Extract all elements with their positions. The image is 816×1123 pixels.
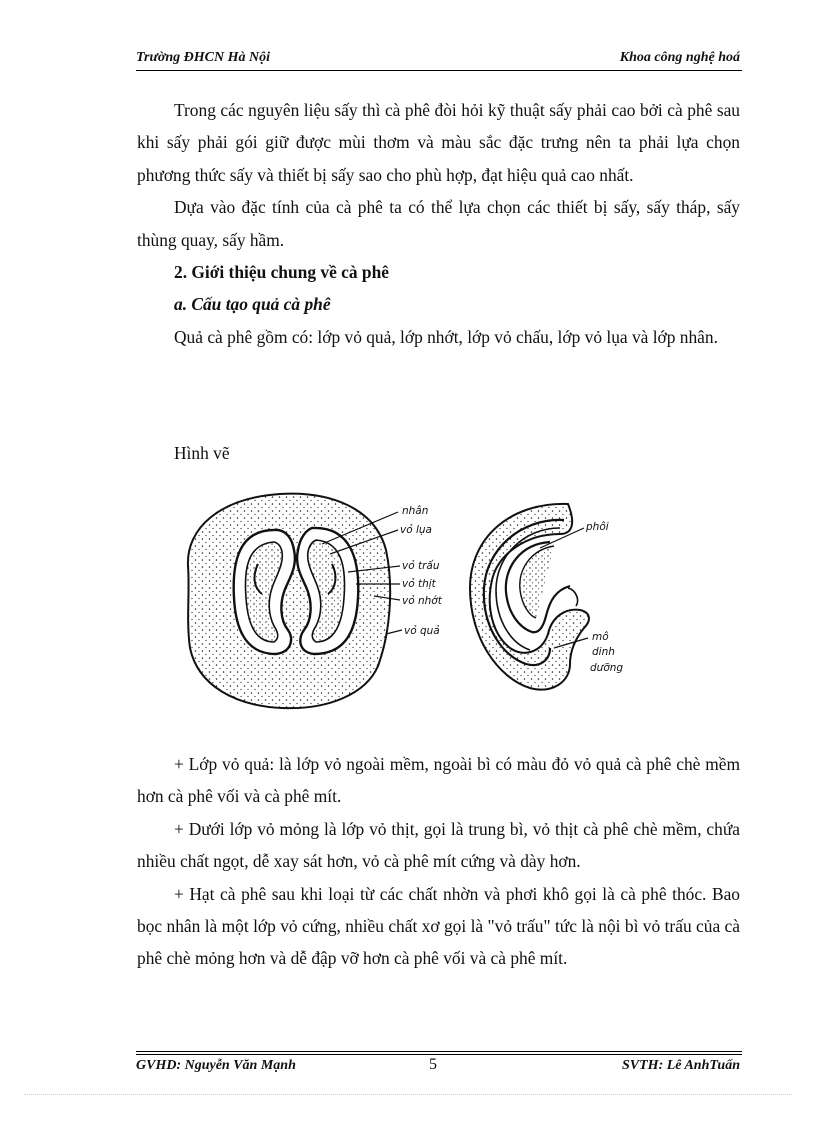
header-faculty: Khoa công nghệ hoá (619, 50, 740, 65)
bullet-pulp: + Dưới lớp vỏ mỏng là lớp vỏ thịt, gọi là trung bì, vỏ thịt cà phê chè mềm, chứa nhiều chất ngọt, dễ xay sát hơn, vỏ cà phê mít cứng và dày hơn. (137, 818, 740, 872)
label-dinh: dinh (592, 646, 615, 658)
paragraph-drying-coffee: Trong các nguyên liệu sấy thì cà phê đòi hỏi kỹ thuật sấy phải cao bởi cà phê sau khi sấy phải gói giữ được mùi thơm và màu sắc đặc trưng nên ta phải lựa chọn phương thức sấy và thiết bị sấy sao cho phù hợp, đạt hiệu quả cao nhất. (137, 100, 740, 185)
paragraph-dryer-choice: Dựa vào đặc tính của cà phê ta có thể lựa chọn các thiết bị sấy, sấy tháp, sấy thùng quay, sấy hầm. (137, 197, 740, 250)
footer-student: SVTH: Lê AnhTuấn (622, 1058, 740, 1073)
label-mo: mô (592, 631, 609, 643)
bullet-outer-skin: + Lớp vỏ quả: là lớp vỏ ngoài mềm, ngoài bì có màu đỏ vỏ quả cà phê chè mềm hơn cà phê vối và cà phê mít. (137, 754, 740, 807)
intro-section (137, 94, 740, 353)
figure-caption-block (137, 437, 740, 469)
label-vo-lua: vỏ lụa (400, 524, 432, 536)
footer-rule-bottom (136, 1054, 742, 1055)
subsection-heading: a. Cấu tạo quả cà phê (174, 294, 331, 315)
bean-longitudinal-section (470, 504, 589, 690)
fruit-cross-section (188, 494, 402, 709)
label-vo-nhot: vỏ nhớt (402, 595, 442, 607)
label-vo-qua: vỏ quả (404, 625, 440, 637)
header-school: Trường ĐHCN Hà Nội (136, 50, 271, 65)
coffee-fruit-drawing (180, 488, 650, 718)
header-rule (136, 70, 742, 71)
page-number: 5 (429, 1056, 437, 1073)
page-header (136, 50, 740, 70)
page-footer (136, 1058, 740, 1078)
coffee-fruit-figure (180, 488, 650, 718)
footer-supervisor: GVHD: Nguyễn Văn Mạnh (136, 1058, 296, 1073)
label-duong: dưỡng (590, 662, 624, 674)
page-edge-dots (24, 1094, 792, 1095)
label-vo-thit: vỏ thịt (402, 578, 436, 590)
bullet-parchment: + Hạt cà phê sau khi loại từ các chất nhờn và phơi khô gọi là cà phê thóc. Bao bọc nhân là một lớp vỏ cứng, nhiều chất xơ gọi là "vỏ trấu" tức là nội bì vỏ trấu của cà phê chè mỏng hơn và dễ đập vỡ hơn cà phê vối và cà phê mít. (137, 883, 740, 969)
footer-rule-top (136, 1051, 742, 1052)
label-vo-trau: vỏ trấu (402, 560, 440, 572)
section-heading: 2. Giới thiệu chung về cà phê (174, 262, 389, 283)
label-phoi: phôi (586, 521, 609, 533)
figure-caption: Hình vẽ (174, 443, 230, 463)
paragraph-fruit-layers: Quả cà phê gồm có: lớp vỏ quả, lớp nhớt, lớp vỏ chấu, lớp vỏ lụa và lớp nhân. (174, 326, 718, 347)
layers-description (137, 748, 740, 975)
label-nhan: nhân (402, 505, 429, 517)
